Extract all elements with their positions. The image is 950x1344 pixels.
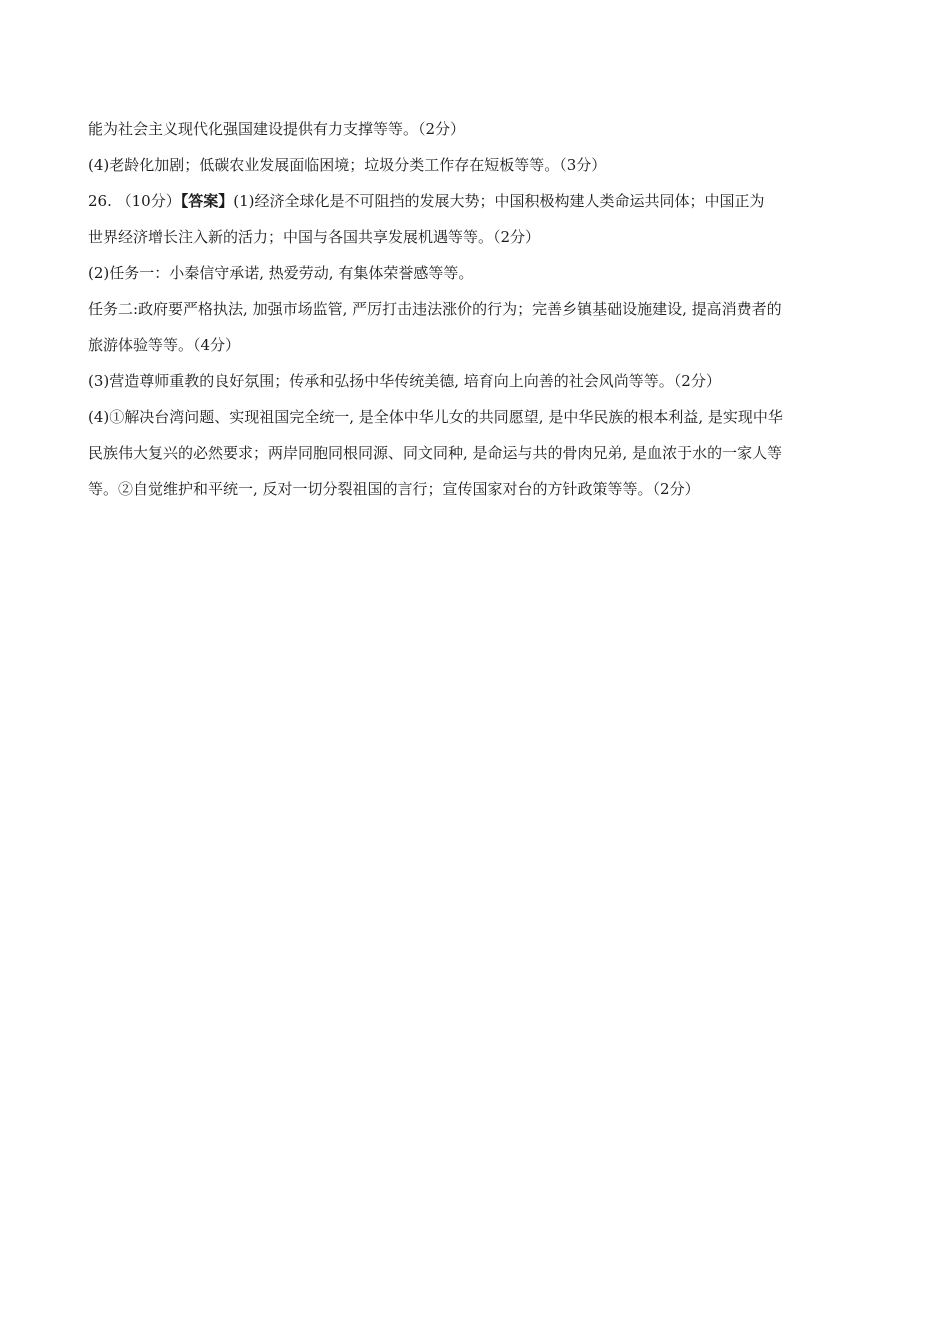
text-line-7: 旅游体验等等。（4分） (88, 336, 241, 354)
text-line-2: (4)老龄化加剧；低碳农业发展面临困境；垃圾分类工作存在短板等等。（3分） (88, 156, 607, 174)
text-line-11: 等。②自觉维护和平统一, 反对一切分裂祖国的言行；宣传国家对台的方针政策等等。（2分） (88, 480, 700, 498)
answer-label: 【答案】 (180, 192, 234, 210)
text-line-1: 能为社会主义现代化强国建设提供有力支撑等等。（2分） (88, 120, 466, 138)
text-line-3-question-26 (88, 188, 868, 224)
question-number: 26. （10分） (88, 192, 181, 210)
text-line-5: (2)任务一：小秦信守承诺, 热爱劳动, 有集体荣誉感等等。 (88, 264, 474, 282)
text-line-6: 任务二:政府要严格执法, 加强市场监管, 严厉打击违法涨价的行为；完善乡镇基础设施建设, 提高消费者的 (88, 300, 782, 318)
text-line-9: (4)①解决台湾问题、实现祖国完全统一, 是全体中华儿女的共同愿望, 是中华民族的根本利益, 是实现中华 (88, 408, 783, 426)
text-line-10: 民族伟大复兴的必然要求；两岸同胞同根同源、同文同种, 是命运与共的骨肉兄弟, 是血浓于水的一家人等 (88, 444, 783, 462)
answer-text-block (88, 116, 868, 512)
text-line-8: (3)营造尊师重教的良好氛围；传承和弘扬中华传统美德, 培育向上向善的社会风尚等等。（2分） (88, 372, 721, 390)
answer-text: (1)经济全球化是不可阻挡的发展大势；中国积极构建人类命运共同体；中国正为 (233, 192, 765, 210)
text-line-4: 世界经济增长注入新的活力；中国与各国共享发展机遇等等。（2分） (88, 228, 541, 246)
